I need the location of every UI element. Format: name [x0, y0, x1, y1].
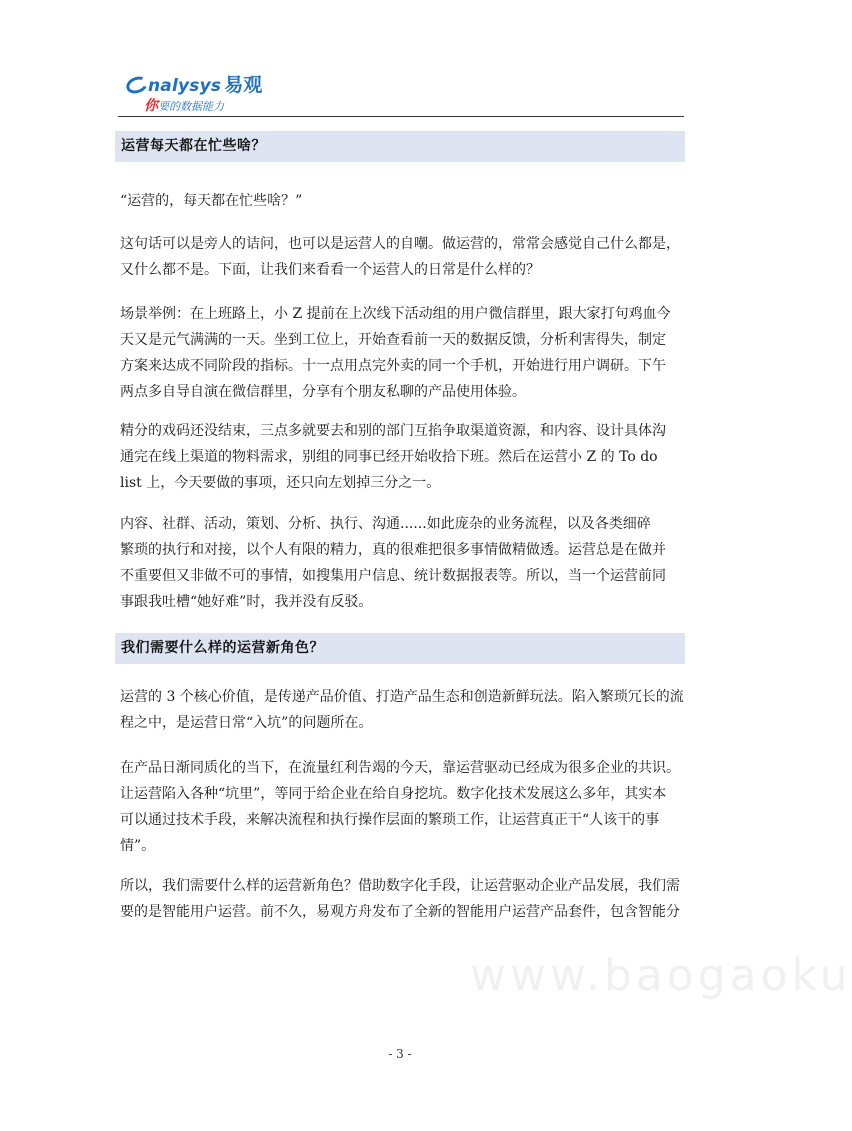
text-line: 两点多自导自演在微信群里，分享有个朋友私聊的产品使用体验。	[120, 384, 526, 400]
text-line: 精分的戏码还没结束，三点多就要去和别的部门互掐争取渠道资源，和内容、设计具体沟	[120, 423, 666, 439]
logo-o-mark-icon	[124, 74, 150, 97]
text-line: 情”。	[120, 838, 156, 854]
section-heading-1: 运营每天都在忙些啥？	[115, 131, 685, 162]
logo-word: nalysys	[148, 76, 222, 96]
paragraph	[120, 684, 686, 736]
text-line: 不重要但又非做不可的事情，如搜集用户信息、统计数据报表等。所以，当一个运营前同	[120, 568, 666, 584]
paragraph	[120, 873, 686, 925]
text-line: 事跟我吐槽“她好难”时，我并没有反驳。	[120, 594, 373, 610]
text-line: 内容、社群、活动，策划、分析、执行、沟通......如此庞杂的业务流程，以及各类细碎	[120, 516, 651, 532]
text-line: 程之中，是运营日常“入坑”的问题所在。	[120, 715, 373, 731]
paragraph	[120, 231, 686, 283]
company-logo	[126, 70, 326, 114]
text-line: 可以通过技术手段，来解决流程和执行操作层面的繁琐工作，让运营真正干“人该干的事	[120, 812, 660, 828]
paragraph	[120, 511, 686, 615]
paragraph	[120, 418, 686, 496]
text-line: 要的是智能用户运营。前不久，易观方舟发布了全新的智能用户运营产品套件，包含智能分	[120, 904, 680, 920]
text-line: 又什么都不是。下面，让我们来看看一个运营人的日常是什么样的？	[120, 262, 540, 278]
section-heading-2: 我们需要什么样的运营新角色？	[115, 633, 685, 664]
logo-tagline-first-char: 你	[144, 98, 158, 114]
logo-tagline-rest: 要的数据能力	[158, 100, 224, 113]
paragraph	[120, 755, 686, 859]
text-line: 天又是元气满满的一天。坐到工位上，开始查看前一天的数据反馈，分析利害得失，制定	[120, 332, 666, 348]
page-number: - 3 -	[388, 1047, 412, 1061]
paragraph	[120, 301, 686, 405]
logo-tagline	[144, 95, 224, 115]
watermark: www.baogaoku	[470, 950, 852, 1001]
text-line: list 上，今天要做的事项，还只向左划掉三分之一。	[120, 475, 441, 491]
text-line: 繁琐的执行和对接，以个人有限的精力，真的很难把很多事情做精做透。运营总是在做并	[120, 542, 666, 558]
text-line: “运营的，每天都在忙些啥？”	[120, 193, 303, 209]
text-line: 所以，我们需要什么样的运营新角色？借助数字化手段，让运营驱动企业产品发展，我们需	[120, 878, 680, 894]
text-line: 场景举例：在上班路上，小 Z 提前在上次线下活动组的用户微信群里，跟大家打句鸡血今	[120, 306, 671, 322]
header-divider	[118, 116, 684, 117]
text-line: 这句话可以是旁人的诘问，也可以是运营人的自嘲。做运营的，常常会感觉自己什么都是，	[120, 236, 680, 252]
text-line: 方案来达成不同阶段的指标。十一点用点完外卖的同一个手机，开始进行用户调研。下午	[120, 358, 666, 374]
logo-wordmark	[126, 70, 262, 97]
text-line: 在产品日渐同质化的当下，在流量红利告竭的今天，靠运营驱动已经成为很多企业的共识。	[120, 760, 680, 776]
text-line: 让运营陷入各种“坑里”，等同于给企业在给自身挖坑。数字化技术发展这么多年，其实本	[120, 786, 667, 802]
logo-chinese-name: 易观	[224, 74, 263, 96]
text-line: 通完在线上渠道的物料需求，别组的同事已经开始收拾下班。然后在运营小 Z 的 To do	[120, 449, 658, 465]
paragraph	[120, 188, 686, 214]
text-line: 运营的 3 个核心价值，是传递产品价值、打造产品生态和创造新鲜玩法。陷入繁琐冗长的流	[120, 689, 684, 705]
